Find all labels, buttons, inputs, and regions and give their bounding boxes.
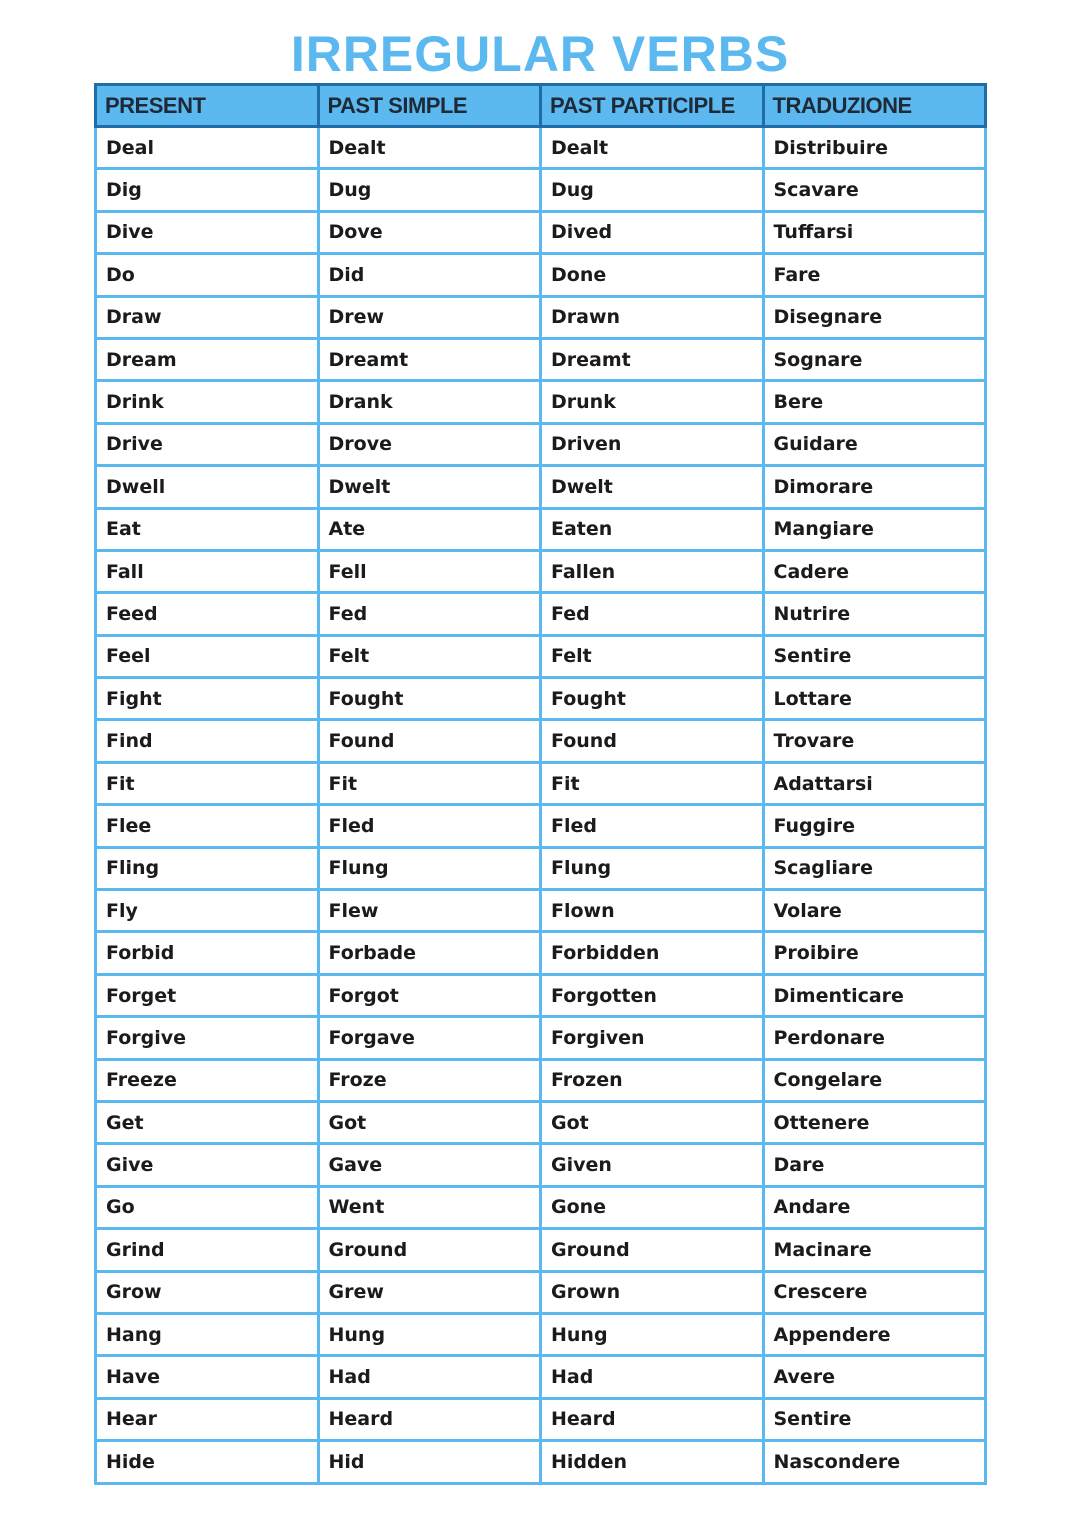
traduzione-cell: Guidare — [763, 423, 986, 465]
past-participle-cell: Driven — [541, 423, 764, 465]
past-simple-cell: Ground — [318, 1229, 541, 1271]
table-row — [96, 1441, 986, 1483]
traduzione-cell: Cadere — [763, 550, 986, 592]
table-row — [96, 1313, 986, 1355]
present-cell: Fall — [96, 550, 319, 592]
past-simple-cell: Felt — [318, 635, 541, 677]
table-row — [96, 1271, 986, 1313]
past-simple-cell: Fled — [318, 805, 541, 847]
table-row — [96, 550, 986, 592]
present-cell: Feel — [96, 635, 319, 677]
table-row — [96, 1144, 986, 1186]
past-participle-cell: Forbidden — [541, 932, 764, 974]
header-past-simple: PAST SIMPLE — [318, 85, 541, 127]
present-cell: Fling — [96, 847, 319, 889]
traduzione-cell: Fare — [763, 254, 986, 296]
table-row — [96, 890, 986, 932]
traduzione-cell: Crescere — [763, 1271, 986, 1313]
page-title: IRREGULAR VERBS — [290, 26, 790, 82]
past-simple-cell: Had — [318, 1356, 541, 1398]
past-participle-cell: Ground — [541, 1229, 764, 1271]
past-simple-cell: Fell — [318, 550, 541, 592]
traduzione-cell: Lottare — [763, 678, 986, 720]
table-row — [96, 1186, 986, 1228]
present-cell: Feed — [96, 593, 319, 635]
traduzione-cell: Macinare — [763, 1229, 986, 1271]
table-row — [96, 1356, 986, 1398]
present-cell: Forbid — [96, 932, 319, 974]
present-cell: Dive — [96, 211, 319, 253]
present-cell: Drink — [96, 381, 319, 423]
traduzione-cell: Sentire — [763, 635, 986, 677]
present-cell: Forgive — [96, 1017, 319, 1059]
table-row — [96, 508, 986, 550]
past-participle-cell: Hung — [541, 1313, 764, 1355]
present-cell: Get — [96, 1101, 319, 1143]
table-row — [96, 720, 986, 762]
past-participle-cell: Forgiven — [541, 1017, 764, 1059]
past-simple-cell: Flew — [318, 890, 541, 932]
past-simple-cell: Drew — [318, 296, 541, 338]
past-simple-cell: Dug — [318, 169, 541, 211]
table-row — [96, 423, 986, 465]
present-cell: Drive — [96, 423, 319, 465]
traduzione-cell: Bere — [763, 381, 986, 423]
table-row — [96, 974, 986, 1016]
traduzione-cell: Sentire — [763, 1398, 986, 1440]
past-participle-cell: Dug — [541, 169, 764, 211]
past-simple-cell: Dealt — [318, 127, 541, 169]
traduzione-cell: Scagliare — [763, 847, 986, 889]
table-row — [96, 678, 986, 720]
past-simple-cell: Dwelt — [318, 466, 541, 508]
past-simple-cell: Got — [318, 1101, 541, 1143]
traduzione-cell: Adattarsi — [763, 762, 986, 804]
table-row — [96, 1017, 986, 1059]
traduzione-cell: Mangiare — [763, 508, 986, 550]
present-cell: Give — [96, 1144, 319, 1186]
present-cell: Flee — [96, 805, 319, 847]
past-participle-cell: Had — [541, 1356, 764, 1398]
table-row — [96, 805, 986, 847]
past-simple-cell: Forgave — [318, 1017, 541, 1059]
traduzione-cell: Volare — [763, 890, 986, 932]
past-participle-cell: Flown — [541, 890, 764, 932]
past-participle-cell: Dealt — [541, 127, 764, 169]
traduzione-cell: Dimorare — [763, 466, 986, 508]
past-simple-cell: Dove — [318, 211, 541, 253]
past-participle-cell: Hidden — [541, 1441, 764, 1483]
past-simple-cell: Forbade — [318, 932, 541, 974]
past-participle-cell: Dreamt — [541, 338, 764, 380]
present-cell: Forget — [96, 974, 319, 1016]
past-participle-cell: Gone — [541, 1186, 764, 1228]
traduzione-cell: Andare — [763, 1186, 986, 1228]
table-row — [96, 593, 986, 635]
traduzione-cell: Nutrire — [763, 593, 986, 635]
present-cell: Dig — [96, 169, 319, 211]
present-cell: Deal — [96, 127, 319, 169]
header-present: PRESENT — [96, 85, 319, 127]
present-cell: Draw — [96, 296, 319, 338]
past-simple-cell: Found — [318, 720, 541, 762]
past-participle-cell: Eaten — [541, 508, 764, 550]
present-cell: Go — [96, 1186, 319, 1228]
traduzione-cell: Fuggire — [763, 805, 986, 847]
past-participle-cell: Fallen — [541, 550, 764, 592]
present-cell: Fly — [96, 890, 319, 932]
past-participle-cell: Drawn — [541, 296, 764, 338]
past-simple-cell: Forgot — [318, 974, 541, 1016]
present-cell: Eat — [96, 508, 319, 550]
past-participle-cell: Given — [541, 1144, 764, 1186]
traduzione-cell: Scavare — [763, 169, 986, 211]
past-participle-cell: Heard — [541, 1398, 764, 1440]
traduzione-cell: Tuffarsi — [763, 211, 986, 253]
past-simple-cell: Fit — [318, 762, 541, 804]
table-row — [96, 762, 986, 804]
past-simple-cell: Fed — [318, 593, 541, 635]
traduzione-cell: Dare — [763, 1144, 986, 1186]
present-cell: Have — [96, 1356, 319, 1398]
traduzione-cell: Sognare — [763, 338, 986, 380]
past-participle-cell: Got — [541, 1101, 764, 1143]
past-participle-cell: Fought — [541, 678, 764, 720]
past-simple-cell: Froze — [318, 1059, 541, 1101]
traduzione-cell: Ottenere — [763, 1101, 986, 1143]
table-row — [96, 847, 986, 889]
present-cell: Grow — [96, 1271, 319, 1313]
past-participle-cell: Found — [541, 720, 764, 762]
table-row — [96, 932, 986, 974]
traduzione-cell: Avere — [763, 1356, 986, 1398]
past-participle-cell: Felt — [541, 635, 764, 677]
table-row — [96, 127, 986, 169]
present-cell: Grind — [96, 1229, 319, 1271]
present-cell: Find — [96, 720, 319, 762]
irregular-verbs-table — [94, 83, 987, 1485]
table-row — [96, 1398, 986, 1440]
present-cell: Dwell — [96, 466, 319, 508]
past-participle-cell: Drunk — [541, 381, 764, 423]
past-simple-cell: Hid — [318, 1441, 541, 1483]
table-row — [96, 1059, 986, 1101]
table-row — [96, 635, 986, 677]
traduzione-cell: Perdonare — [763, 1017, 986, 1059]
table-row — [96, 169, 986, 211]
present-cell: Fit — [96, 762, 319, 804]
past-simple-cell: Heard — [318, 1398, 541, 1440]
present-cell: Hear — [96, 1398, 319, 1440]
past-simple-cell: Hung — [318, 1313, 541, 1355]
past-simple-cell: Fought — [318, 678, 541, 720]
past-simple-cell: Ate — [318, 508, 541, 550]
past-participle-cell: Done — [541, 254, 764, 296]
present-cell: Freeze — [96, 1059, 319, 1101]
table-row — [96, 466, 986, 508]
traduzione-cell: Dimenticare — [763, 974, 986, 1016]
past-participle-cell: Dived — [541, 211, 764, 253]
past-simple-cell: Drank — [318, 381, 541, 423]
table-row — [96, 1101, 986, 1143]
traduzione-cell: Nascondere — [763, 1441, 986, 1483]
present-cell: Hang — [96, 1313, 319, 1355]
present-cell: Do — [96, 254, 319, 296]
past-simple-cell: Went — [318, 1186, 541, 1228]
past-simple-cell: Did — [318, 254, 541, 296]
table-row — [96, 211, 986, 253]
present-cell: Fight — [96, 678, 319, 720]
table-row — [96, 381, 986, 423]
table-row — [96, 296, 986, 338]
past-participle-cell: Fit — [541, 762, 764, 804]
header-past-participle: PAST PARTICIPLE — [541, 85, 764, 127]
traduzione-cell: Distribuire — [763, 127, 986, 169]
present-cell: Hide — [96, 1441, 319, 1483]
traduzione-cell: Appendere — [763, 1313, 986, 1355]
past-participle-cell: Fled — [541, 805, 764, 847]
table-header-row — [96, 85, 986, 127]
table-row — [96, 254, 986, 296]
past-participle-cell: Fed — [541, 593, 764, 635]
traduzione-cell: Congelare — [763, 1059, 986, 1101]
table-row — [96, 1229, 986, 1271]
past-simple-cell: Flung — [318, 847, 541, 889]
past-participle-cell: Grown — [541, 1271, 764, 1313]
past-simple-cell: Gave — [318, 1144, 541, 1186]
past-simple-cell: Dreamt — [318, 338, 541, 380]
traduzione-cell: Proibire — [763, 932, 986, 974]
past-simple-cell: Grew — [318, 1271, 541, 1313]
header-traduzione: TRADUZIONE — [763, 85, 986, 127]
past-simple-cell: Drove — [318, 423, 541, 465]
traduzione-cell: Disegnare — [763, 296, 986, 338]
table-row — [96, 338, 986, 380]
past-participle-cell: Frozen — [541, 1059, 764, 1101]
traduzione-cell: Trovare — [763, 720, 986, 762]
past-participle-cell: Dwelt — [541, 466, 764, 508]
past-participle-cell: Flung — [541, 847, 764, 889]
present-cell: Dream — [96, 338, 319, 380]
past-participle-cell: Forgotten — [541, 974, 764, 1016]
